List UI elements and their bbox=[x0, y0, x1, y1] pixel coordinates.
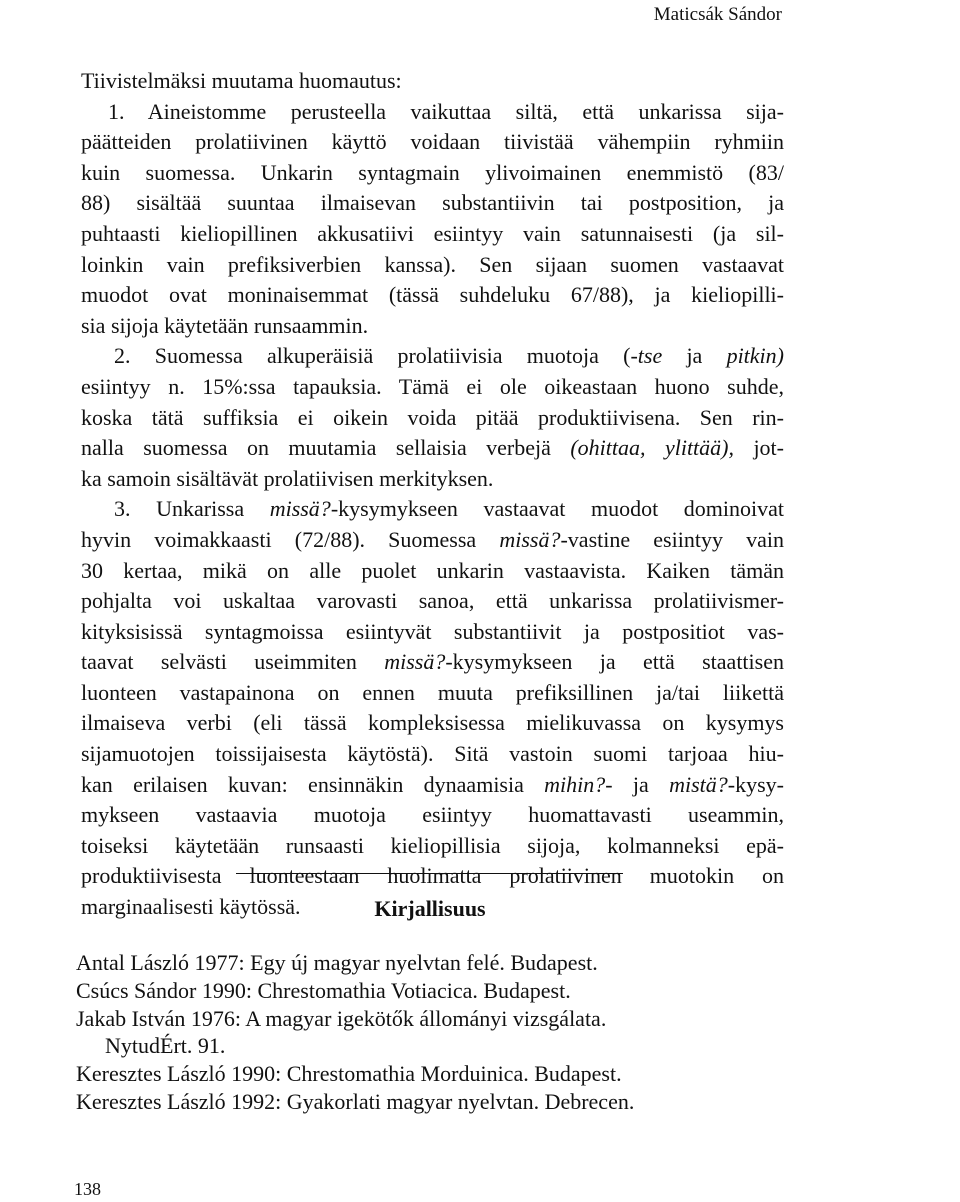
page-number: 138 bbox=[74, 1179, 101, 1199]
summary-line: loinkin vain prefiksiverbien kanssa). Sen sijaan suomen vastaavat bbox=[81, 251, 784, 277]
point-3-line: kityksisissä syntagmoissa esiintyvät substantiivit ja postpositiot vas- bbox=[81, 618, 784, 644]
italic-term: pitkin) bbox=[726, 343, 784, 369]
reference-item: Keresztes László 1990: Chrestomathia Morduinica. Budapest. bbox=[76, 1061, 622, 1087]
point-3-line: toiseksi käytetään runsaasti kieliopillisia sijoja, kolmanneksi epä- bbox=[81, 832, 784, 858]
text-segment: -kysy- bbox=[727, 771, 785, 797]
point-3-line: mykseen vastaavia muotoja esiintyy huomattavasti useammin, bbox=[81, 802, 784, 828]
italic-term: (ohittaa, ylittää), bbox=[570, 435, 734, 461]
text-segment: -kysymykseen ja että staattisen bbox=[445, 649, 784, 675]
point-3-line: luonteen vastapainona on ennen muuta prefiksillinen ja/tai liikettä bbox=[81, 679, 784, 705]
point-3-line bbox=[81, 770, 784, 801]
summary-intro: Tiivistelmäksi muutama huomautus: bbox=[81, 68, 402, 93]
text-segment: - ja bbox=[605, 771, 670, 797]
italic-term: missä? bbox=[499, 526, 561, 552]
summary-line: 1. Aineistomme perusteella vaikuttaa siltä, että unkarissa sija- bbox=[108, 98, 784, 124]
point-3-line: produktiivisesta luonteestaan huolimatta prolatiivinen muotokin on bbox=[81, 863, 784, 889]
summary-line: kuin suomessa. Unkarin syntagmain ylivoimainen enemmistö (83/ bbox=[81, 159, 784, 185]
reference-item: Keresztes László 1992: Gyakorlati magyar nyelvtan. Debrecen. bbox=[76, 1088, 635, 1114]
references-heading: Kirjallisuus bbox=[374, 896, 486, 921]
point-2-line: koska tätä suffiksia ei oikein voida pitää produktiivisena. Sen rin- bbox=[81, 404, 784, 430]
text-segment: ja bbox=[662, 343, 727, 369]
text-segment: -kysymykseen vastaavat muodot dominoivat bbox=[330, 496, 784, 522]
point-3-line bbox=[81, 494, 784, 525]
point-2-line: ka samoin sisältävät prolatiivisen merkityksen. bbox=[81, 465, 494, 491]
text-segment: jot- bbox=[734, 435, 784, 461]
running-header-author: Maticsák Sándor bbox=[653, 4, 782, 25]
text-segment: nalla suomessa on muutamia sellaisia verbejä bbox=[81, 435, 571, 461]
summary-line: 88) sisältää suuntaa ilmaisevan substantiivin tai postposition, ja bbox=[81, 190, 784, 216]
summary-body bbox=[81, 66, 784, 923]
text-segment: 3. Unkarissa bbox=[114, 496, 270, 522]
italic-term: missä? bbox=[269, 496, 331, 522]
summary-line: päätteiden prolatiivinen käyttö voidaan tiivistää vähempiin ryhmiin bbox=[81, 129, 784, 155]
point-3-line: ilmaiseva verbi (eli tässä kompleksisessa mielikuvassa on kysymys bbox=[81, 710, 784, 736]
italic-term: missä? bbox=[384, 649, 446, 675]
text-segment: 2. Suomessa alkuperäisiä prolatiivisia muotoja ( bbox=[114, 343, 631, 369]
reference-item-continuation: NytudÉrt. 91. bbox=[105, 1033, 226, 1059]
reference-item: Csúcs Sándor 1990: Chrestomathia Votiacica. Budapest. bbox=[76, 977, 571, 1003]
text-segment: -vastine esiintyy vain bbox=[560, 526, 784, 552]
text-segment: kan erilaisen kuvan: ensinnäkin dynaamisia bbox=[81, 771, 545, 797]
summary-line: sia sijoja käytetään runsaammin. bbox=[81, 312, 369, 338]
text-segment: hyvin voimakkaasti (72/88). Suomessa bbox=[81, 526, 500, 552]
section-divider bbox=[236, 873, 623, 874]
italic-term: -tse bbox=[630, 343, 663, 369]
reference-item: Antal László 1977: Egy új magyar nyelvtan felé. Budapest. bbox=[76, 950, 598, 975]
point-2-line bbox=[81, 341, 784, 372]
point-3-line bbox=[81, 525, 784, 556]
summary-line: muodot ovat moninaisemmat (tässä suhdeluku 67/88), ja kieliopilli- bbox=[81, 282, 784, 308]
point-2-line bbox=[81, 433, 784, 464]
italic-term: mistä? bbox=[669, 771, 728, 797]
reference-list bbox=[76, 949, 796, 1116]
point-3-line: marginaalisesti käytössä. bbox=[81, 894, 301, 920]
point-3-line bbox=[81, 647, 784, 678]
point-3-line: pohjalta voi uskaltaa varovasti sanoa, että unkarissa prolatiivismer- bbox=[81, 588, 784, 614]
summary-line: puhtaasti kieliopillinen akkusatiivi esiintyy vain satunnaisesti (ja sil- bbox=[81, 220, 784, 246]
point-3-line: 30 kertaa, mikä on alle puolet unkarin vastaavista. Kaiken tämän bbox=[81, 557, 784, 583]
point-2-line: esiintyy n. 15%:ssa tapauksia. Tämä ei ole oikeastaan huono suhde, bbox=[81, 373, 784, 399]
point-3-line: sijamuotojen toissijaisesta käytöstä). Sitä vastoin suomi tarjoaa hiu- bbox=[81, 741, 784, 767]
italic-term: mihin? bbox=[544, 771, 606, 797]
reference-item: Jakab István 1976: A magyar igekötők állományi vizsgálata. bbox=[76, 1005, 607, 1031]
text-segment: taavat selvästi useimmiten bbox=[81, 649, 385, 675]
